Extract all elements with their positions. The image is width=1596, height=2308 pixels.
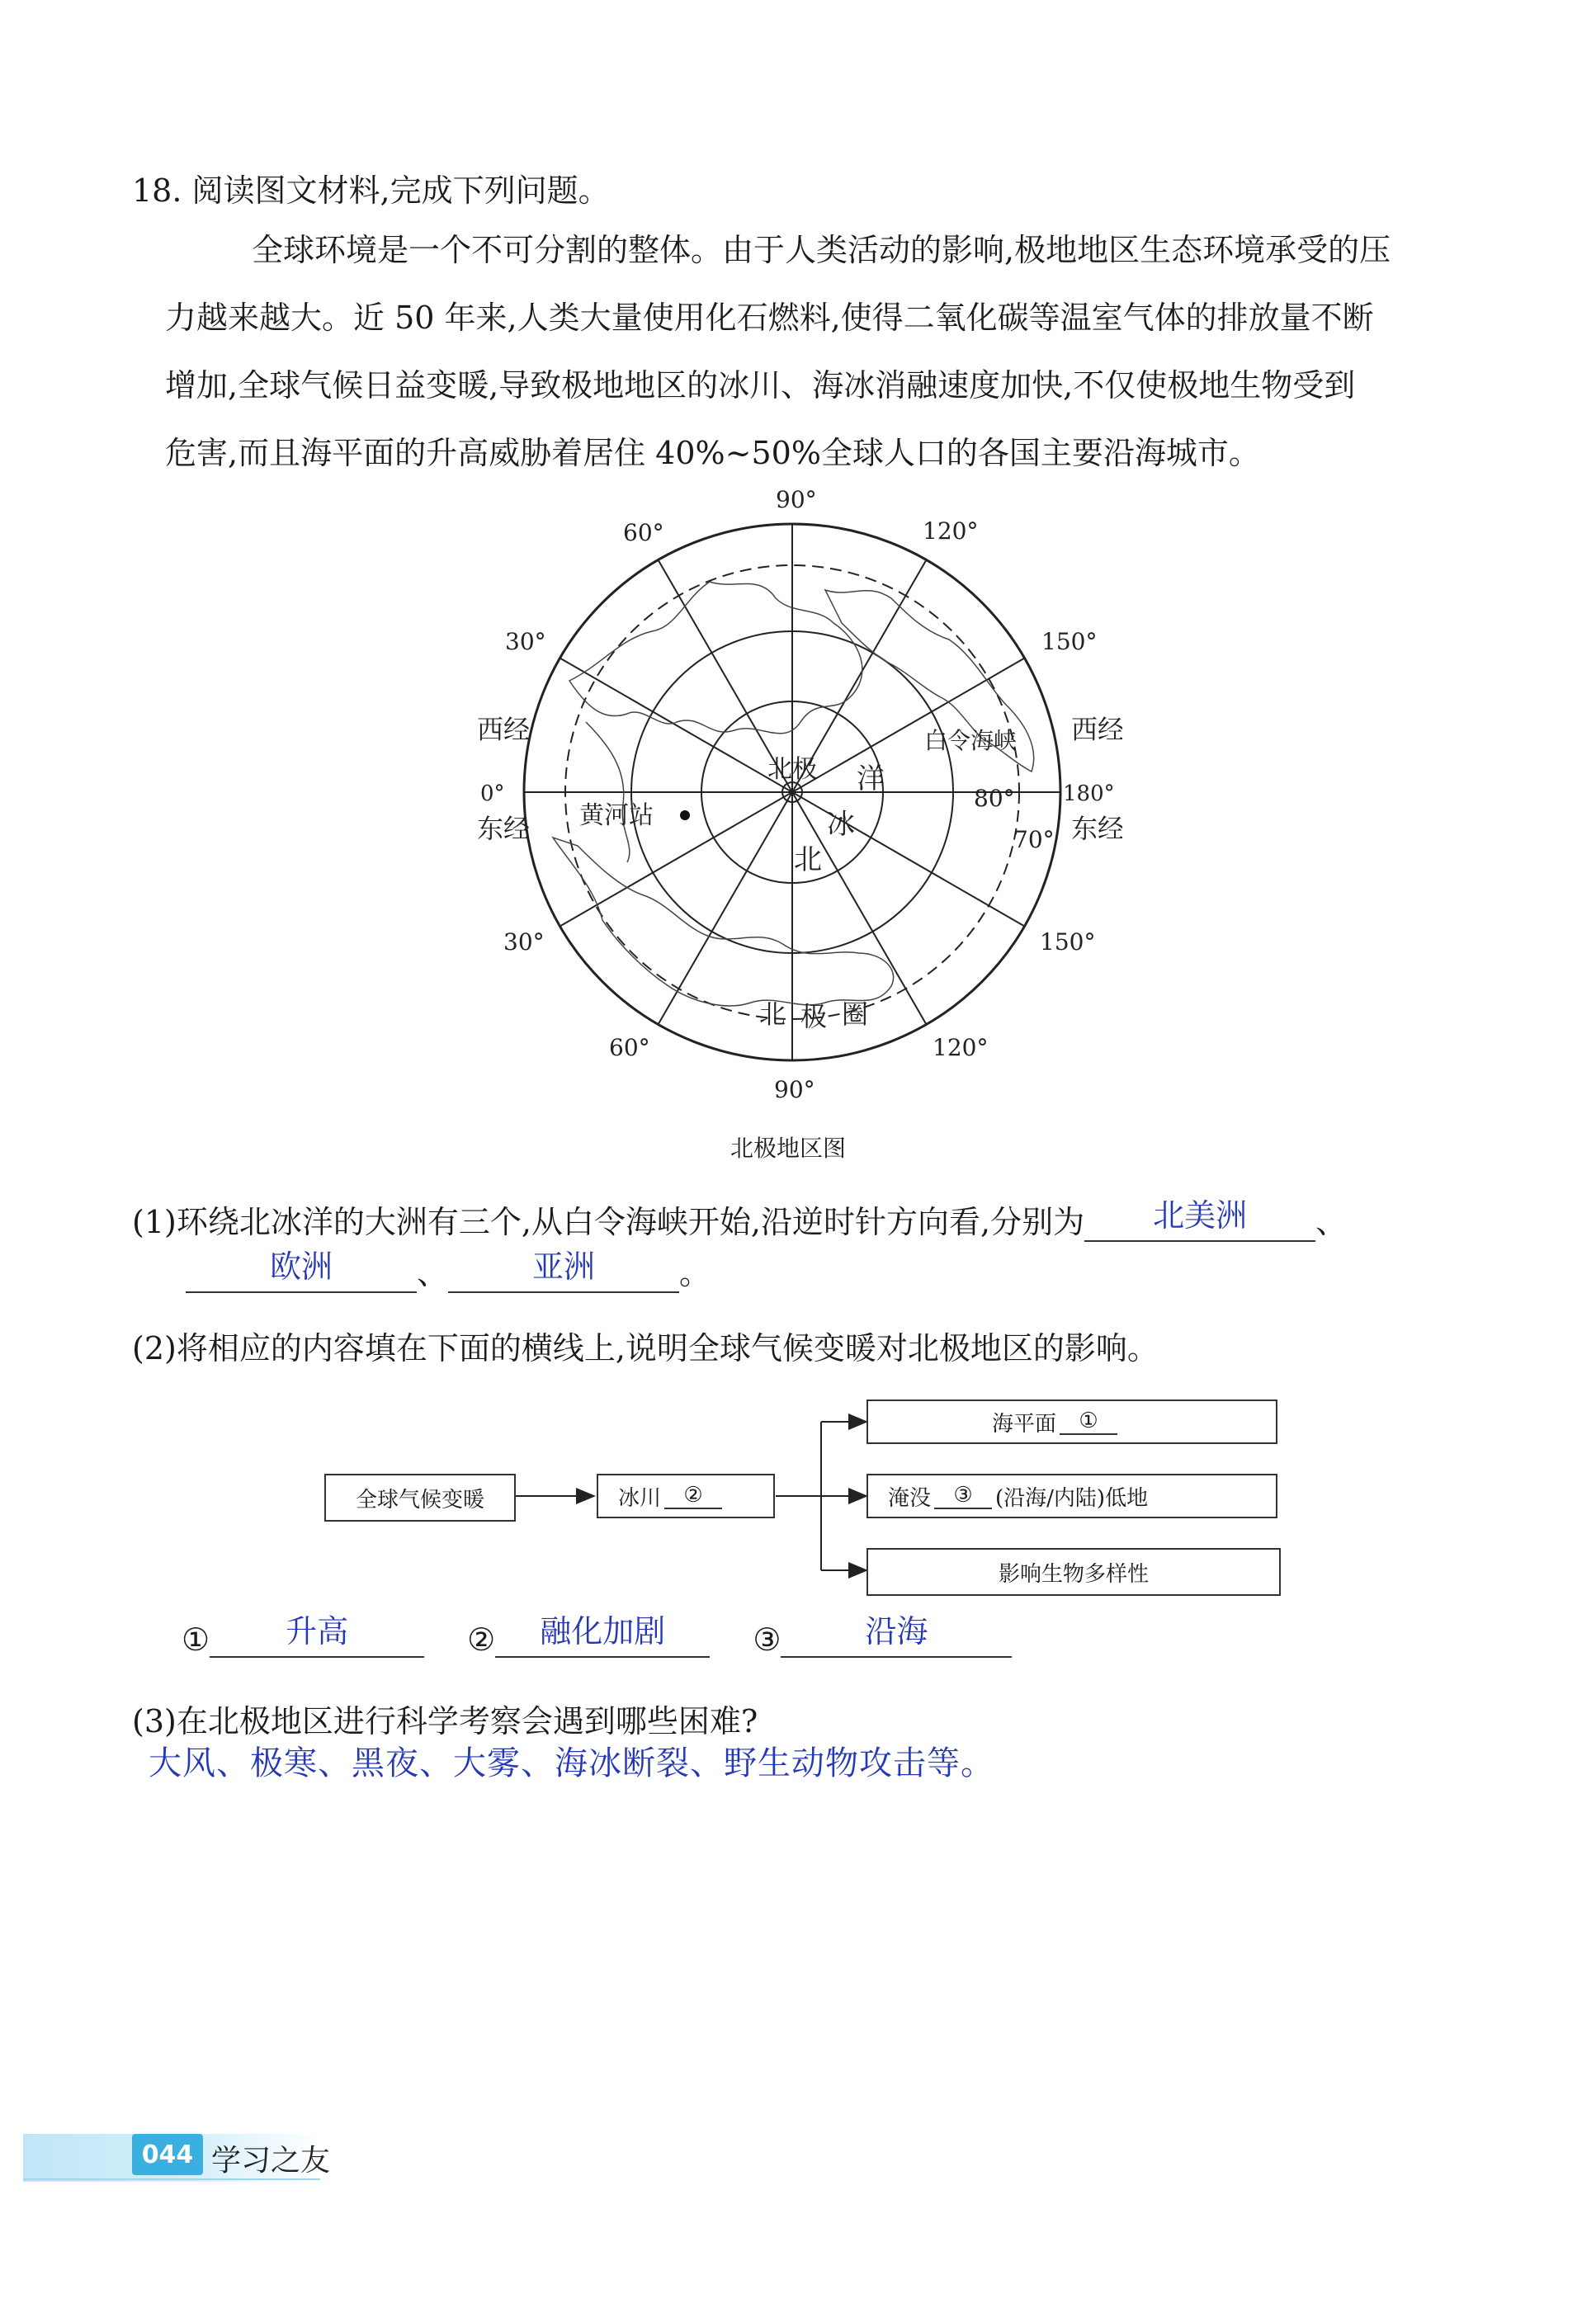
lat-label-70: 70° (1013, 826, 1055, 853)
lon-label-60-tl: 60° (623, 519, 664, 546)
part2-prompt: (2)将相应的内容填在下面的横线上,说明全球气候变暖对北极地区的影响。 (132, 1330, 1159, 1366)
flow-slot-2: ② (664, 1483, 722, 1509)
strait-label: 白令海峡 (924, 727, 1018, 754)
lat-label-80: 80° (974, 785, 1015, 812)
part2-blank-1[interactable] (210, 1613, 424, 1658)
passage-line: 危害,而且海平面的升高威胁着居住 40%~50%全球人口的各国主要沿海城市。 (165, 435, 1260, 471)
part2-blank-3[interactable] (781, 1613, 1012, 1658)
part1-answer-1: 北美洲 (1153, 1197, 1248, 1234)
ocean-label-3: 北 (794, 843, 822, 876)
part2-answers (182, 1613, 1012, 1658)
part1-line2 (186, 1248, 711, 1293)
part2-answer-2: 融化加剧 (540, 1613, 666, 1650)
part2-label-3: ③ (753, 1621, 781, 1658)
flow-box-biodiversity (866, 1548, 1281, 1596)
part1-blank-1[interactable] (1084, 1197, 1315, 1242)
part1-end: 。 (679, 1255, 711, 1291)
part1-line1 (132, 1196, 1347, 1242)
lon-label-120-tr: 120° (923, 517, 979, 545)
reading-passage (165, 216, 1485, 487)
lon-label-60-bl: 60° (609, 1034, 650, 1061)
book-brand: 学习之友 (211, 2144, 331, 2178)
arctic-circle-label-1: 北 (759, 998, 786, 1030)
lon-label-150-br: 150° (1040, 928, 1096, 956)
passage-line: 力越来越大。近 50 年来,人类大量使用化石燃料,使得二氧化碳等温室气体的排放量不断 (165, 300, 1374, 336)
arctic-map (462, 474, 1122, 1110)
part1-answer-3: 亚洲 (532, 1248, 596, 1285)
east-label-right: 东经 (1071, 813, 1122, 844)
part1-blank-2[interactable] (186, 1248, 417, 1293)
part3-answer: 大风、极寒、黑夜、大雾、海冰断裂、野生动物攻击等。 (149, 1744, 994, 1782)
part1-sep2: 、 (417, 1255, 449, 1291)
part2-blank-2[interactable] (495, 1613, 710, 1658)
one80-label: 180° (1063, 781, 1115, 806)
lon-label-90-top: 90° (776, 486, 817, 513)
flow-flood-text: 淹没 (888, 1485, 932, 1511)
arctic-circle-label-2: 极 (800, 1001, 828, 1032)
west-label-right: 西经 (1071, 714, 1122, 745)
west-label-left (477, 714, 530, 745)
part1-prompt: (1)环绕北冰洋的大洲有三个,从白令海峡开始,沿逆时针方向看,分别为 (132, 1204, 1085, 1240)
flow-flood-text-b: (沿海/内陆)低地 (995, 1485, 1149, 1511)
zero-label: 0° (480, 781, 505, 806)
question-title: 18. 阅读图文材料,完成下列问题。 (132, 172, 610, 209)
flow-sealevel-text: 海平面 (992, 1411, 1057, 1437)
part2-label-2: ② (467, 1621, 496, 1658)
page-number: 044 (132, 2134, 203, 2175)
flow-box-sealevel (866, 1399, 1277, 1444)
flow-box-flood (866, 1474, 1277, 1518)
part2-answer-3: 沿海 (865, 1613, 928, 1650)
lon-label-30-bl: 30° (503, 928, 545, 956)
arctic-circle-label-3: 圈 (842, 998, 869, 1030)
flow-slot-1: ① (1060, 1409, 1117, 1435)
north-pole-label: 北极 (767, 755, 817, 784)
part1-sep1: 、 (1315, 1204, 1348, 1240)
effects-flowchart (314, 1390, 1296, 1613)
lon-label-30-l: 30° (505, 628, 546, 655)
flow-box-glacier (597, 1474, 775, 1518)
part3-prompt: (3)在北极地区进行科学考察会遇到哪些困难? (132, 1703, 758, 1739)
passage-line: 增加,全球气候日益变暖,导致极地地区的冰川、海冰消融速度加快,不仅使极地生物受到 (165, 367, 1356, 404)
passage-line: 全球环境是一个不可分割的整体。由于人类活动的影响,极地地区生态环境承受的压 (252, 232, 1391, 268)
part2-answer-1: 升高 (286, 1613, 349, 1650)
flow-start-text: 全球气候变暖 (355, 1487, 484, 1513)
part2-label-1: ① (182, 1621, 210, 1658)
flow-box-start (324, 1474, 516, 1522)
ocean-label-2: 冰 (827, 808, 855, 841)
lon-label-120-br: 120° (933, 1034, 989, 1061)
ocean-label-1: 洋 (857, 762, 885, 795)
flow-biodiversity-text: 影响生物多样性 (998, 1561, 1149, 1587)
arctic-map-svg (462, 474, 1122, 1110)
flow-glacier-text: 冰川 (618, 1485, 662, 1511)
lon-label-150-r: 150° (1041, 628, 1098, 655)
footer-divider (23, 2178, 320, 2180)
part1-blank-3[interactable] (448, 1248, 679, 1293)
lon-label-90-bottom: 90° (774, 1076, 815, 1103)
station-marker (680, 810, 690, 820)
flow-slot-3: ③ (934, 1483, 992, 1509)
part1-answer-2: 欧洲 (269, 1248, 333, 1285)
station-label: 黄河站 (579, 801, 654, 830)
east-label-left: 东经 (477, 813, 531, 844)
map-caption: 北极地区图 (730, 1135, 847, 1162)
west-label-left-text: 西经 (477, 714, 531, 745)
